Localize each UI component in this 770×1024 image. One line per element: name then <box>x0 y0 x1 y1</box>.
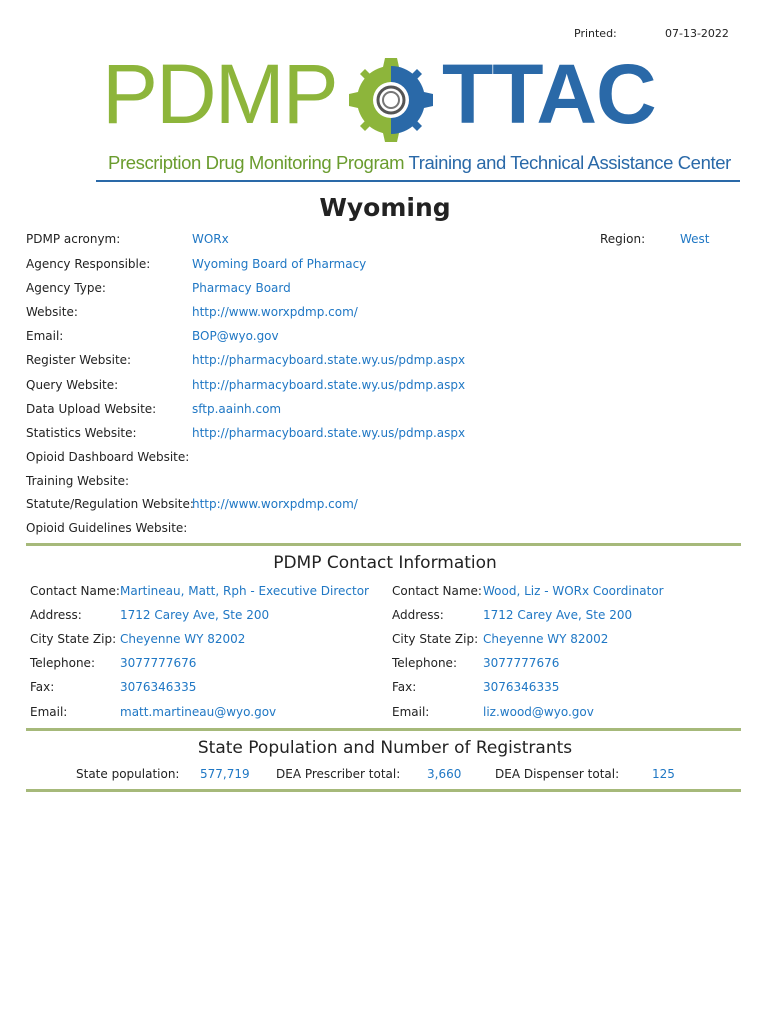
dea-prescriber-label: DEA Prescriber total: <box>276 767 401 781</box>
contact-left-value: 1712 Carey Ave, Ste 200 <box>120 608 270 622</box>
contact-right-value: 1712 Carey Ave, Ste 200 <box>483 608 633 622</box>
contact-right-value: Wood, Liz - WORx Coordinator <box>483 584 664 598</box>
contact-right-label: City State Zip: <box>392 632 479 646</box>
population-section-title: State Population and Number of Registrants <box>197 738 573 758</box>
printed-label: Printed: <box>574 27 617 40</box>
state-population-value: 577,719 <box>200 767 250 781</box>
contact-right-label: Telephone: <box>392 656 457 670</box>
field-label: Training Website: <box>26 474 130 488</box>
state-population-label: State population: <box>76 767 180 781</box>
contact-left-label: Telephone: <box>30 656 95 670</box>
field-label: Query Website: <box>26 378 119 392</box>
contact-left-label: City State Zip: <box>30 632 117 646</box>
dea-dispenser-label: DEA Dispenser total: <box>495 767 620 781</box>
field-label: Opioid Dashboard Website: <box>26 450 190 464</box>
field-label: Statute/Regulation Website: <box>26 497 194 511</box>
field-value[interactable]: sftp.aainh.com <box>192 402 282 416</box>
pdmp-ttac-logo <box>96 47 746 180</box>
region-value: West <box>680 232 710 246</box>
contact-left-value: 3076346335 <box>120 680 197 694</box>
contact-right-value: 3076346335 <box>483 680 560 694</box>
contact-left-value: 3077777676 <box>120 656 197 670</box>
contact-right-label: Address: <box>392 608 444 622</box>
field-label: PDMP acronym: <box>26 232 121 246</box>
contact-right-label: Email: <box>392 705 430 719</box>
contact-right-label: Contact Name: <box>392 584 482 598</box>
field-value[interactable]: http://pharmacyboard.state.wy.us/pdmp.aspx <box>192 426 466 440</box>
gear-icon <box>342 54 440 146</box>
logo-subtitle <box>108 154 731 173</box>
field-label: Agency Type: <box>26 281 106 295</box>
contact-left-value[interactable]: matt.martineau@wyo.gov <box>120 705 277 719</box>
field-value[interactable]: http://pharmacyboard.state.wy.us/pdmp.aspx <box>192 353 466 367</box>
contact-right-value: Cheyenne WY 82002 <box>483 632 609 646</box>
logo-pdmp-text: PDMP <box>102 47 337 141</box>
field-label: Email: <box>26 329 64 343</box>
contact-left-label: Fax: <box>30 680 55 694</box>
field-label: Opioid Guidelines Website: <box>26 521 188 535</box>
contact-left-value: Martineau, Matt, Rph - Executive Director <box>120 584 369 598</box>
field-label: Agency Responsible: <box>26 257 151 271</box>
contact-left-label: Email: <box>30 705 68 719</box>
field-value: Pharmacy Board <box>192 281 291 295</box>
contact-right-value: 3077777676 <box>483 656 560 670</box>
field-label: Register Website: <box>26 353 132 367</box>
logo-subtitle-green: Prescription Drug Monitoring Program <box>108 152 405 173</box>
section-divider <box>26 543 741 546</box>
contact-left-label: Address: <box>30 608 82 622</box>
section-divider <box>26 728 741 731</box>
field-label: Data Upload Website: <box>26 402 157 416</box>
region-label: Region: <box>600 232 646 246</box>
dea-prescriber-value: 3,660 <box>427 767 462 781</box>
contact-left-value: Cheyenne WY 82002 <box>120 632 246 646</box>
state-title: Wyoming <box>319 193 451 222</box>
contact-section-title: PDMP Contact Information <box>273 553 497 573</box>
field-value[interactable]: http://pharmacyboard.state.wy.us/pdmp.aspx <box>192 378 466 392</box>
printed-date: 07-13-2022 <box>665 27 729 40</box>
contact-right-value[interactable]: liz.wood@wyo.gov <box>483 705 594 719</box>
field-value[interactable]: http://www.worxpdmp.com/ <box>192 305 358 319</box>
field-value: WORx <box>192 232 229 246</box>
field-label: Website: <box>26 305 78 319</box>
field-value: Wyoming Board of Pharmacy <box>192 257 367 271</box>
contact-right-label: Fax: <box>392 680 417 694</box>
field-value[interactable]: http://www.worxpdmp.com/ <box>192 497 358 511</box>
dea-dispenser-value: 125 <box>652 767 675 781</box>
section-divider <box>26 789 741 792</box>
field-value[interactable]: BOP@wyo.gov <box>192 329 279 343</box>
header-divider <box>96 180 740 182</box>
logo-subtitle-blue: Training and Technical Assistance Center <box>408 152 731 173</box>
field-label: Statistics Website: <box>26 426 137 440</box>
logo-ttac-text: TTAC <box>442 47 656 141</box>
contact-left-label: Contact Name: <box>30 584 120 598</box>
